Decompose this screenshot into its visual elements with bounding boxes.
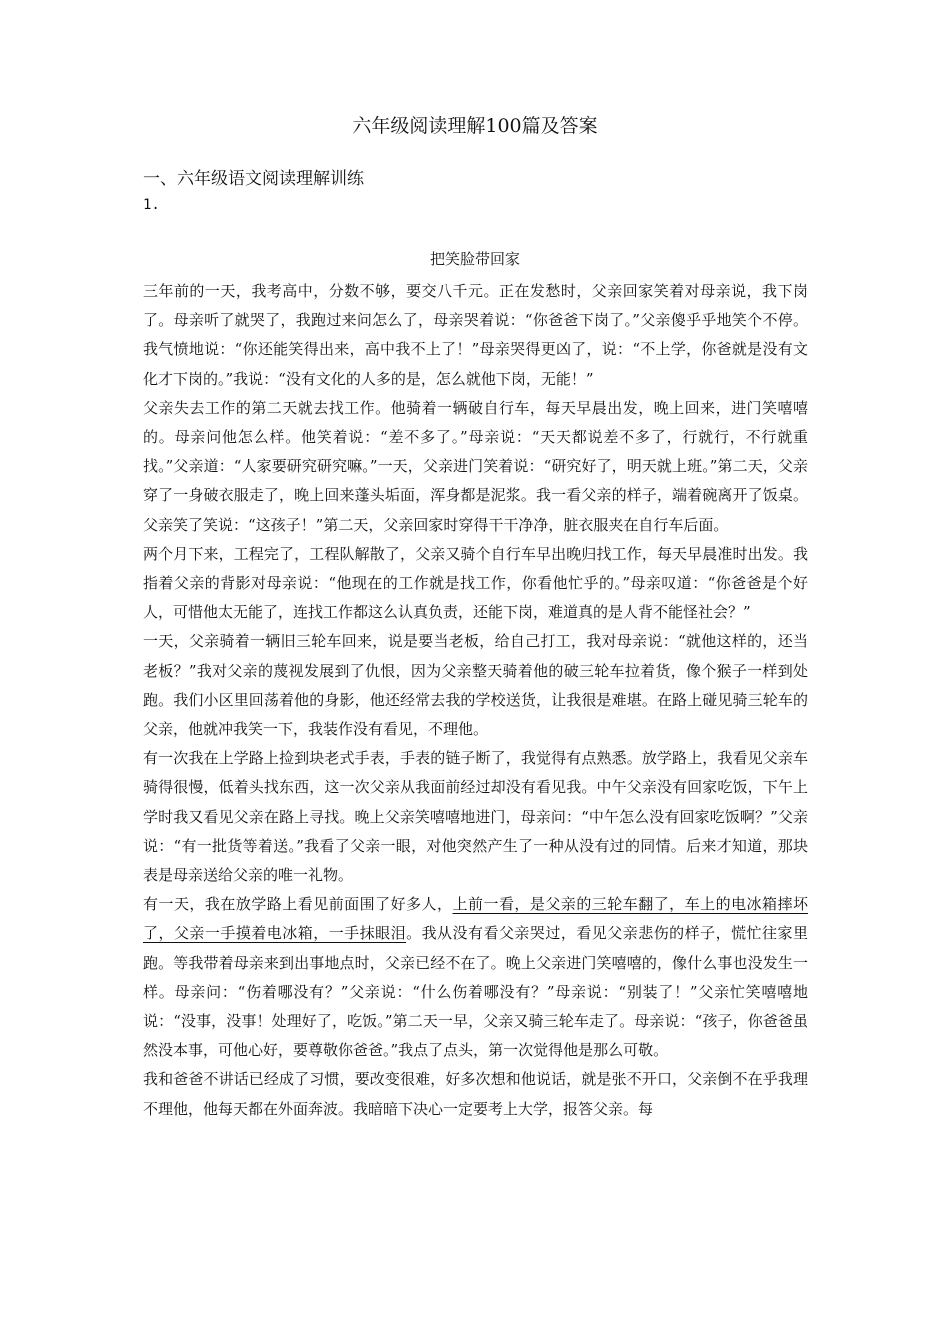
paragraph: 有一次我在上学路上捡到块老式手表，手表的链子断了，我觉得有点熟悉。放学路上，我看见父亲车骑得很慢，低着头找东西，这一次父亲从我面前经过却没有看见我。中午父亲没有回家吃饭，下午上学时我又看见父亲在路上寻找。晚上父亲笑嘻嘻地进门，母亲问：“中午怎么没有回家吃饭啊？”父亲说：“有一批货等着送。”我看了父亲一眼，对他突然产生了一种从没有过的同情。后来才知道，那块表是母亲送给父亲的唯一礼物。 (143, 749, 808, 885)
underlined-sentence: 上前一看，是父亲的三轮车翻了，车上的电冰箱摔坏了，父亲一手摸着电冰箱，一手抹眼泪 (143, 895, 808, 943)
document-title: 六年级阅读理解100篇及答案 (352, 115, 598, 137)
paragraph: 父亲失去工作的第二天就去找工作。他骑着一辆破自行车，每天早晨出发，晚上回来，进门笑嘻嘻的。母亲问他怎么样。他笑着说：“差不多了。”母亲说：“天天都说差不多了，行就行，不行就重找。”父亲道：“人家要研究研究嘛。”一天，父亲进门笑着说：“研究好了，明天就上班。”第二天，父亲穿了一身破衣服走了，晚上回来蓬头垢面，浑身都是泥浆。我一看父亲的样子，端着碗离开了饭桌。父亲笑了笑说：“这孩子！”第二天，父亲回家时穿得干干净净，脏衣服夹在自行车后面。 (143, 398, 808, 534)
section-heading: 一、六年级语文阅读理解训练 (143, 169, 364, 189)
paragraph-text: 。我从没有看父亲哭过，看见父亲悲伤的样子，慌忙往家里跑。等我带着母亲来到出事地点时，父亲已经不在了。晚上父亲进门笑嘻嘻的，像什么事也没发生一样。母亲问：“伤着哪没有？”父亲说：“什么伤着哪没有？”母亲说：“别装了！”父亲忙笑嘻嘻地说：“没事，没事！处理好了，吃饭。”第二天一早，父亲又骑三轮车走了。母亲说：“孩子，你爸爸虽然没本事，可他心好，要尊敬你爸爸。”我点了点头，第一次觉得他是那么可敬。 (143, 924, 808, 1060)
question-number: 1. (143, 197, 160, 213)
paragraph (143, 890, 808, 1065)
paragraph-text: 有一天，我在放学路上看见前面围了好多人， (143, 895, 453, 914)
paragraph: 我和爸爸不讲话已经成了习惯，要改变很难，好多次想和他说话，就是张不开口，父亲倒不在乎我理不理他，他每天都在外面奔波。我暗暗下决心一定要考上大学，报答父亲。每 (143, 1070, 808, 1118)
paragraph: 两个月下来，工程完了，工程队解散了，父亲又骑个自行车早出晚归找工作，每天早晨准时出发。我指着父亲的背影对母亲说：“他现在的工作就是找工作，你看他忙乎的。”母亲叹道：“你爸爸是个好人，可惜他太无能了，连找工作都这么认真负责，还能下岗，难道真的是人背不能怪社会？” (143, 544, 808, 622)
article-body (143, 277, 808, 1124)
paragraph: 三年前的一天，我考高中，分数不够，要交八千元。正在发愁时，父亲回家笑着对母亲说，我下岗了。母亲听了就哭了，我跑过来问怎么了，母亲哭着说：“你爸爸下岗了。”父亲傻乎乎地笑个不停。我气愤地说：“你还能笑得出来，高中我不上了！”母亲哭得更凶了，说：“不上学，你爸就是没有文化才下岗的。”我说：“没有文化的人多的是，怎么就他下岗，无能！” (143, 282, 808, 388)
article-title: 把笑脸带回家 (429, 250, 520, 268)
paragraph: 一天，父亲骑着一辆旧三轮车回来，说是要当老板，给自己打工，我对母亲说：“就他这样的，还当老板？”我对父亲的蔑视发展到了仇恨，因为父亲整天骑着他的破三轮车拉着货，像个猴子一样到处跑。我们小区里回荡着他的身影，他还经常去我的学校送货，让我很是难堪。在路上碰见骑三轮车的父亲，他就冲我笑一下，我装作没有看见，不理他。 (143, 632, 808, 739)
